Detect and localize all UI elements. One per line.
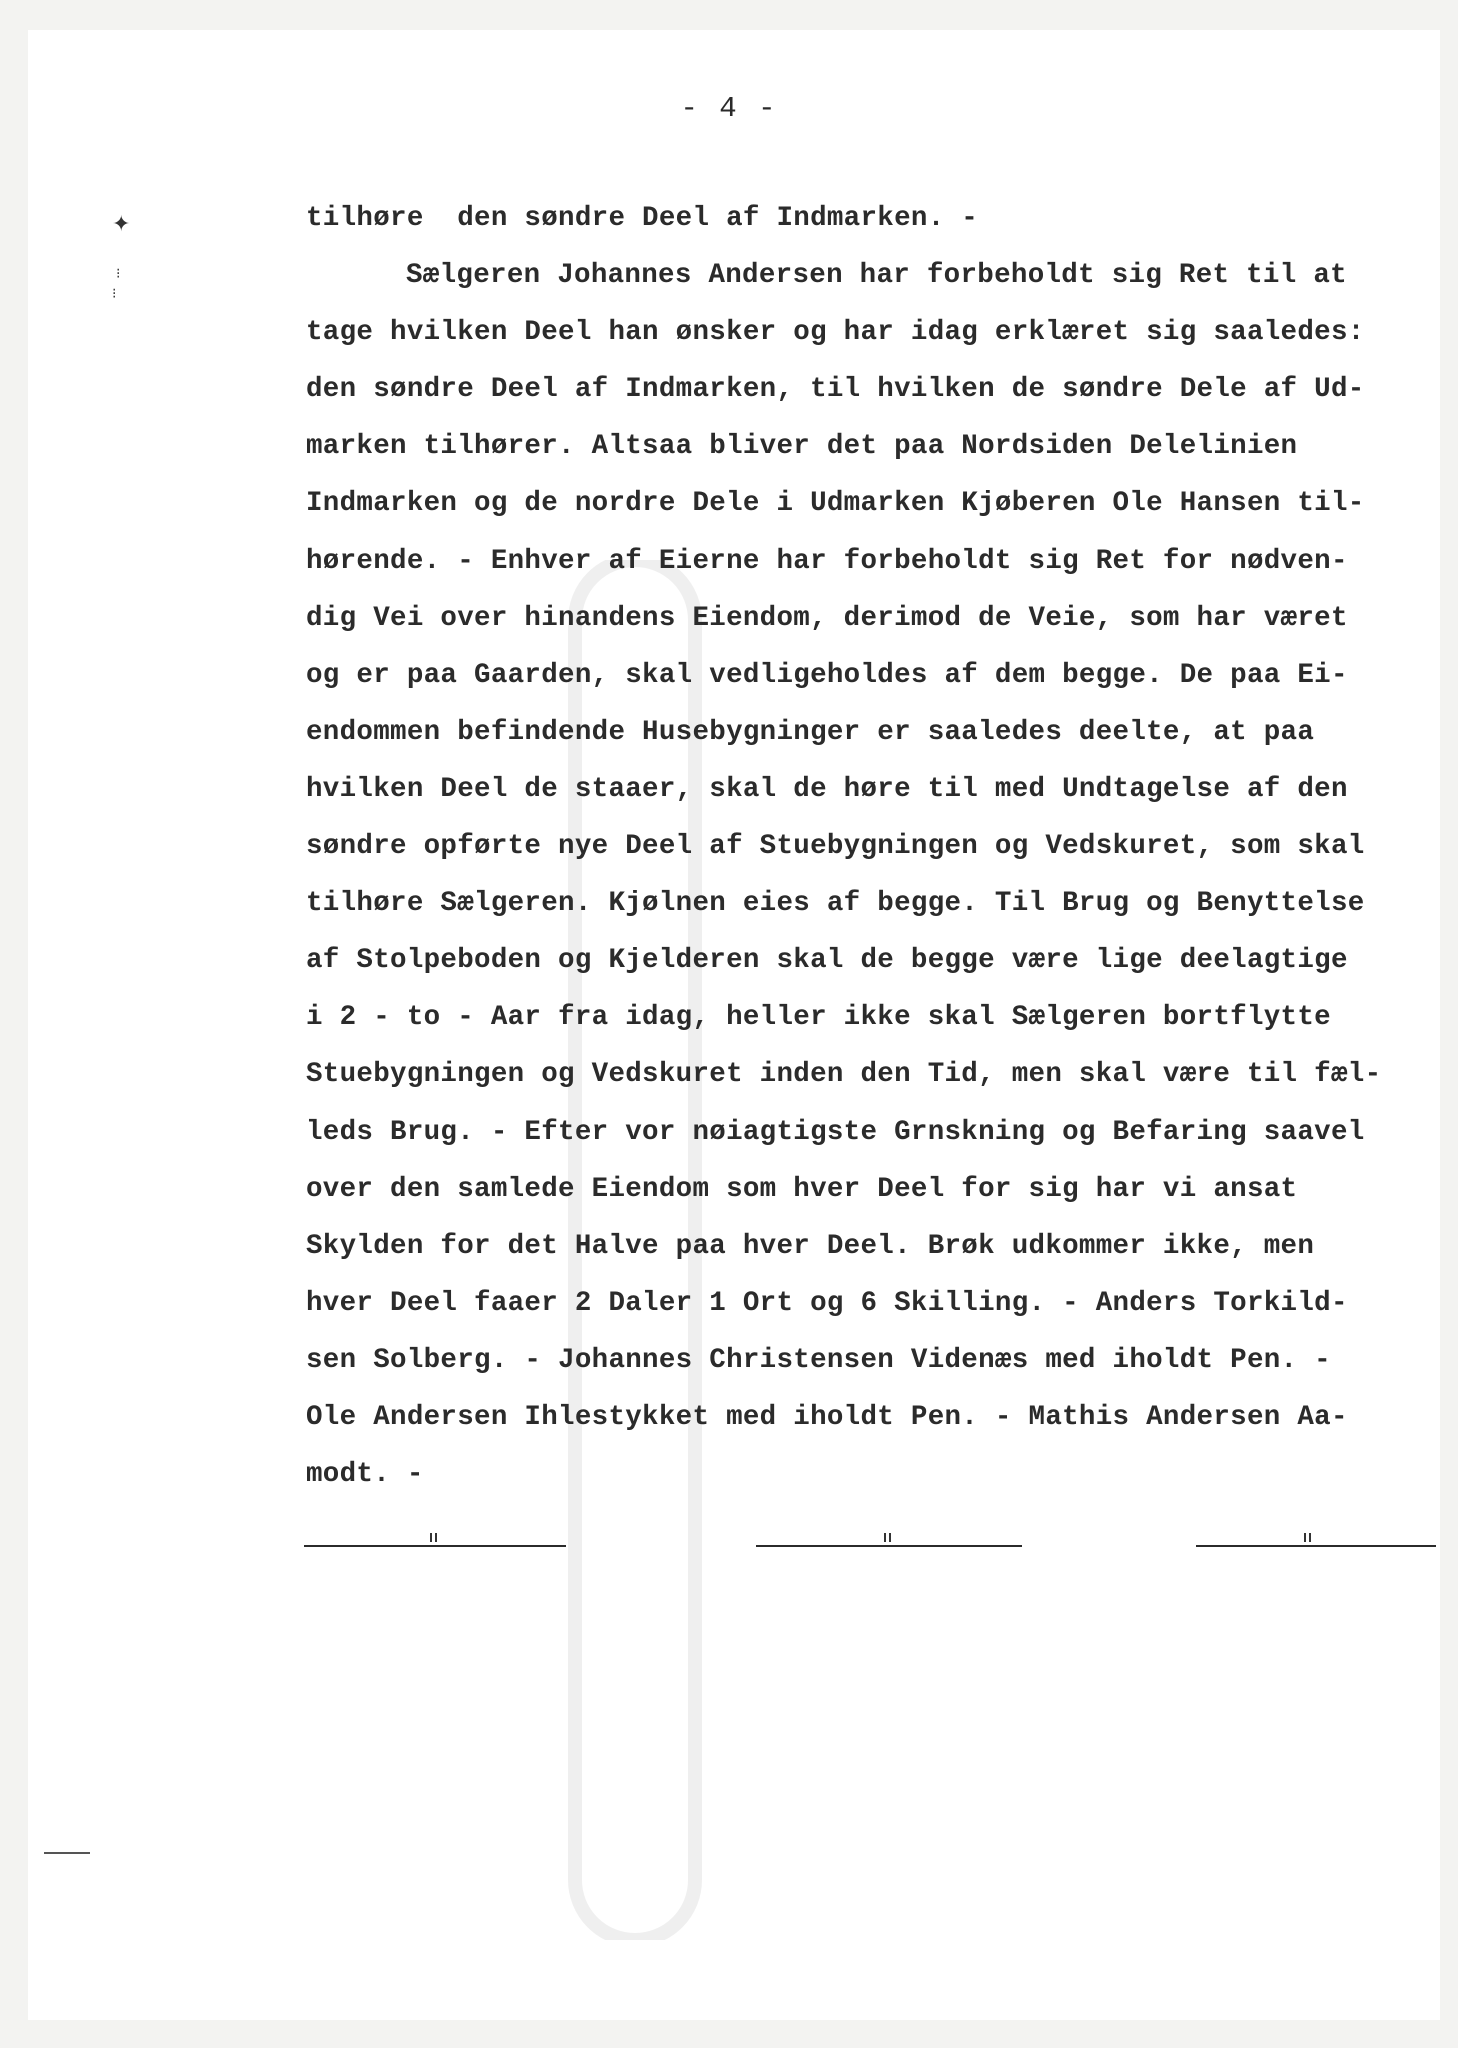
text-line: søndre opførte nye Deel af Stuebygningen og Vedskuret, som skal xyxy=(306,831,1365,863)
text-line: sen Solberg. - Johannes Christensen Videnæs med iholdt Pen. - xyxy=(306,1344,1331,1376)
margin-speck-3: ⁝ xyxy=(112,286,117,302)
margin-speck-2: ⁝ xyxy=(116,266,121,282)
text-line: modt. - xyxy=(306,1459,424,1491)
ditto-mark-left xyxy=(430,1533,437,1542)
ditto-mark-right xyxy=(1304,1533,1311,1542)
text-line: endommen befindende Husebygninger er saaledes deelte, at paa xyxy=(306,716,1315,748)
closing-rule-left xyxy=(304,1545,566,1547)
text-line: Stuebygningen og Vedskuret inden den Tid, men skal være til fæl- xyxy=(306,1059,1382,1091)
text-line: Ole Andersen Ihlestykket med iholdt Pen. - Mathis Andersen Aa- xyxy=(306,1401,1348,1433)
text-line: dig Vei over hinandens Eiendom, derimod de Veie, som har været xyxy=(306,602,1348,634)
text-line: Sælgeren Johannes Andersen har forbeholdt sig Ret til at xyxy=(406,260,1347,292)
text-line: hver Deel faaer 2 Daler 1 Ort og 6 Skilling. - Anders Torkild- xyxy=(306,1287,1348,1319)
text-line: Indmarken og de nordre Dele i Udmarken Kjøberen Ole Hansen til- xyxy=(306,488,1365,520)
text-line: og er paa Gaarden, skal vedligeholdes af dem begge. De paa Ei- xyxy=(306,659,1348,691)
text-line: tilhøre den søndre Deel af Indmarken. - xyxy=(306,203,979,234)
ditto-mark-middle xyxy=(884,1533,891,1542)
text-line: hvilken Deel de staaer, skal de høre til med Undtagelse af den xyxy=(306,773,1348,805)
text-line: i 2 - to - Aar fra idag, heller ikke skal Sælgeren bortflytte xyxy=(306,1002,1331,1034)
margin-speck-1: ✦ xyxy=(112,212,131,237)
text-line: tilhøre Sælgeren. Kjølnen eies af begge. Til Brug og Benyttelse xyxy=(306,888,1365,920)
closing-rule-right xyxy=(1196,1545,1436,1547)
closing-rule-middle xyxy=(756,1545,1022,1547)
text-line: hørende. - Enhver af Eierne har forbeholdt sig Ret for nødven- xyxy=(306,545,1348,577)
text-line: over den samlede Eiendom som hver Deel for sig har vi ansat xyxy=(306,1173,1298,1205)
text-line: den søndre Deel af Indmarken, til hvilken de søndre Dele af Ud- xyxy=(306,374,1365,406)
text-line: af Stolpeboden og Kjelderen skal de begge være lige deelagtige xyxy=(306,945,1348,977)
text-line: leds Brug. - Efter vor nøiagtigste Grnskning og Befaring saavel xyxy=(306,1116,1365,1148)
text-line: Skylden for det Halve paa hver Deel. Brøk udkommer ikke, men xyxy=(306,1230,1315,1262)
page-number: - 4 - xyxy=(680,92,778,125)
text-line: tage hvilken Deel han ønsker og har idag erklæret sig saaledes: xyxy=(306,317,1365,349)
text-line: marken tilhører. Altsaa bliver det paa Nordsiden Delelinien xyxy=(306,431,1298,463)
document-body xyxy=(306,190,1426,1503)
margin-dash xyxy=(44,1852,90,1854)
